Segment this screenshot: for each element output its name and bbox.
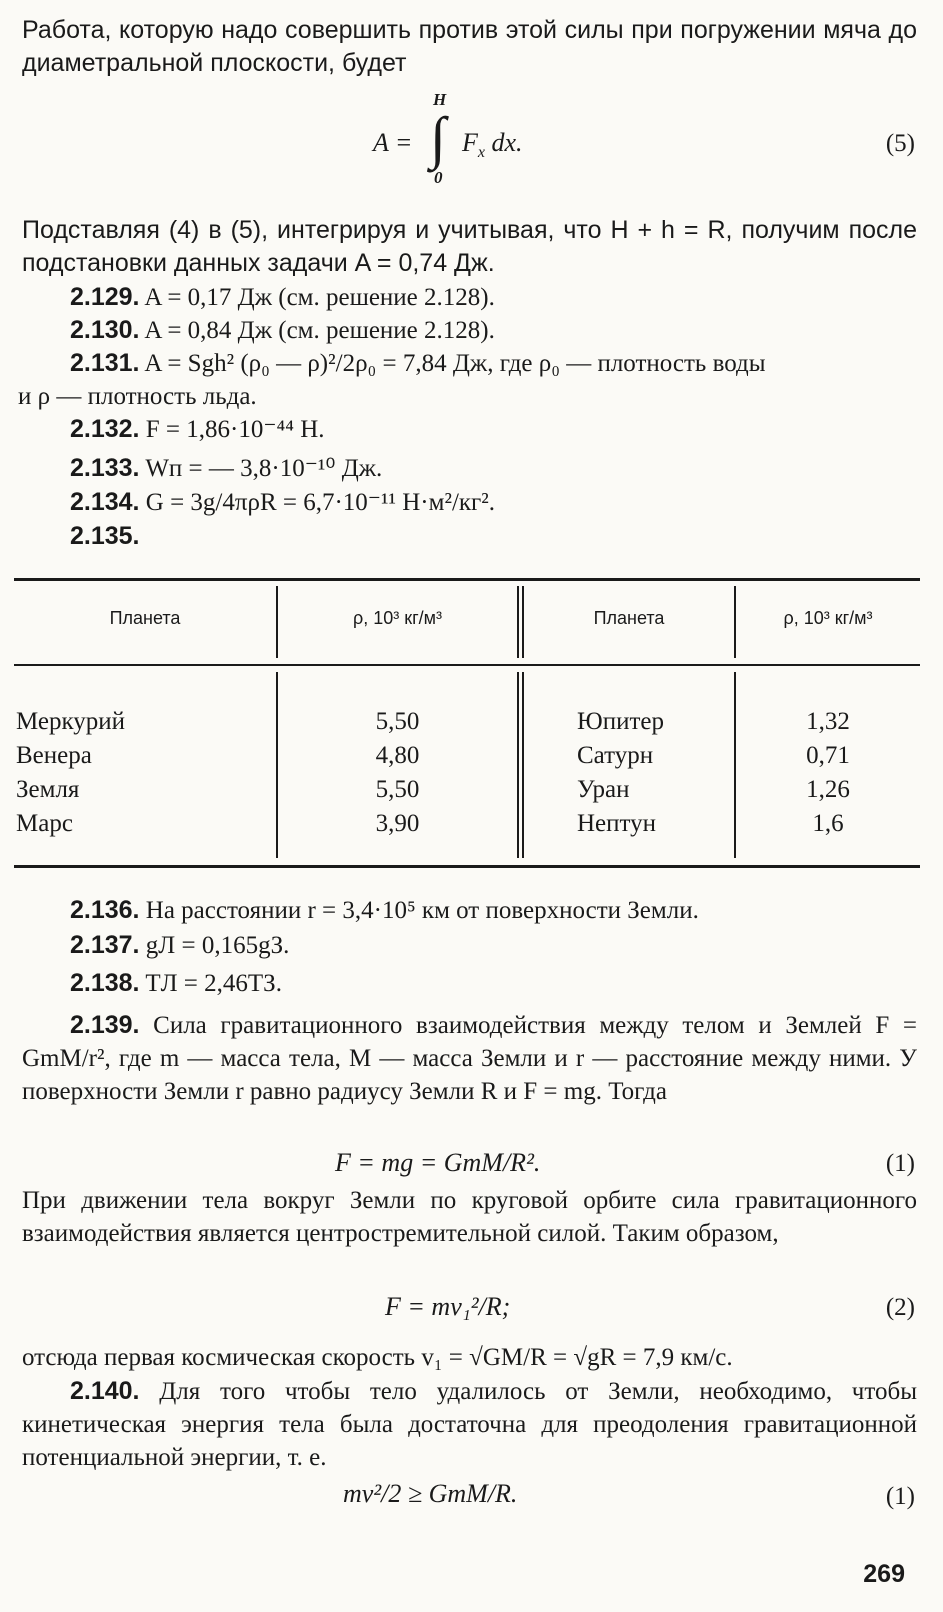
table-header-planet: Планета bbox=[109, 608, 181, 628]
table-bottom-rule bbox=[14, 865, 920, 868]
intro-paragraph: Работа, которую надо совершить против этой силы при погружении мяча до диаметральной плоскости, будет bbox=[22, 16, 917, 77]
problem-number: 2.140. bbox=[70, 1377, 140, 1405]
planet-density: 5,50 bbox=[375, 708, 420, 735]
answer-item: 2.130. A = 0,84 Дж (см. решение 2.128). bbox=[70, 316, 495, 344]
answer-item: 2.134. G = 3g/4πρR = 6,7·10⁻¹¹ Н·м²/кг². bbox=[70, 488, 496, 516]
table-header-planet: Планета bbox=[593, 608, 665, 628]
answer-item-continuation: и ρ — плотность льда. bbox=[18, 383, 257, 410]
answer-item: 2.132. F = 1,86·10⁻⁴⁴ Н. bbox=[70, 415, 325, 443]
equation-2-number: (2) bbox=[885, 1294, 915, 1321]
equation-1: F = mg = GmM/R². bbox=[335, 1148, 541, 1177]
planet-density: 5,50 bbox=[375, 776, 420, 803]
orbit-paragraph: При движении тела вокруг Земли по круговой орбите сила гравитационного взаимодействия является центростремительной силой. Таким образом, bbox=[22, 1187, 917, 1247]
planet-name: Уран bbox=[577, 776, 630, 803]
planet-name: Сатурн bbox=[577, 742, 654, 769]
planet-name: Юпитер bbox=[577, 708, 664, 735]
planet-name: Марс bbox=[16, 810, 73, 837]
equation-1-number: (1) bbox=[885, 1150, 915, 1177]
table-header-density: ρ, 10³ кг/м³ bbox=[783, 608, 873, 628]
page-number: 269 bbox=[863, 1560, 905, 1588]
formula5-integrand: F bbox=[462, 128, 478, 157]
equation-2: F = mv₁²/R; bbox=[385, 1292, 511, 1321]
formula5-upper-limit: H bbox=[433, 90, 447, 109]
formula5-lhs: A = bbox=[373, 128, 413, 157]
answer-item: 2.135. bbox=[70, 522, 140, 550]
equation-3-number: (1) bbox=[885, 1483, 915, 1510]
table-top-rule bbox=[14, 578, 920, 581]
table-header-density: ρ, 10³ кг/м³ bbox=[352, 608, 443, 628]
planet-name: Венера bbox=[16, 742, 92, 769]
planet-density: 1,32 bbox=[806, 708, 850, 735]
answer-item: 2.138. TЛ = 2,46TЗ. bbox=[70, 969, 282, 997]
planet-density: 0,71 bbox=[806, 742, 850, 769]
planet-density: 3,90 bbox=[375, 810, 420, 837]
planet-name: Нептун bbox=[577, 810, 657, 837]
table-double-divider bbox=[517, 586, 519, 658]
planet-density: 1,6 bbox=[812, 810, 844, 837]
table-header-rule bbox=[14, 664, 920, 666]
answer-item: 2.136. На расстоянии r = 3,4·10⁵ км от поверхности Земли. bbox=[70, 896, 699, 924]
cosmic-velocity-line: отсюда первая космическая скорость v₁ = √GM/R = √gR = 7,9 км/с. bbox=[22, 1344, 733, 1371]
formula5-lower-limit: 0 bbox=[434, 168, 443, 187]
problem-number: 2.139. bbox=[70, 1011, 140, 1039]
integral-sign-icon: ∫ bbox=[430, 105, 446, 170]
formula5-subscript: x bbox=[477, 144, 485, 162]
answer-item: 2.137. gЛ = 0,165gЗ. bbox=[70, 931, 290, 959]
planet-name: Земля bbox=[16, 776, 80, 803]
table-double-divider bbox=[522, 672, 524, 858]
problem-140-paragraph: 2.140. Для того чтобы тело удалилось от Земли, необходимо, чтобы кинетическая энергия тела была достаточна для преодоления гравитационной потенциальной энергии, т. е. bbox=[22, 1377, 917, 1471]
formula5-dx: dx. bbox=[485, 128, 523, 157]
planet-density: 4,80 bbox=[375, 742, 420, 769]
answer-item: 2.131. A = Sgh² (ρ₀ — ρ)²/2ρ₀ = 7,84 Дж, где ρ₀ — плотность воды bbox=[70, 349, 766, 377]
substitution-paragraph: Подставляя (4) в (5), интегрируя и учитывая, что H + h = R, получим после подстановки данных задачи A = 0,74 Дж. bbox=[22, 216, 917, 277]
equation-3: mv²/2 ≥ GmM/R. bbox=[343, 1479, 518, 1508]
formula5-number: (5) bbox=[885, 130, 915, 157]
planet-density: 1,26 bbox=[806, 776, 850, 803]
planet-name: Меркурий bbox=[16, 708, 126, 735]
table-double-divider bbox=[517, 672, 519, 858]
answer-item: 2.129. A = 0,17 Дж (см. решение 2.128). bbox=[70, 283, 495, 311]
answer-item: 2.133. Wп = — 3,8·10⁻¹⁰ Дж. bbox=[70, 454, 383, 482]
planet-density-table bbox=[14, 578, 920, 868]
problem-139-paragraph: 2.139. Сила гравитационного взаимодействия между телом и Землей F = GmM/r², где m — масса тела, M — масса Земли и r — расстояние между ними. У поверхности Земли r равно радиусу Земли R и F = mg. Тогда bbox=[22, 1011, 918, 1105]
